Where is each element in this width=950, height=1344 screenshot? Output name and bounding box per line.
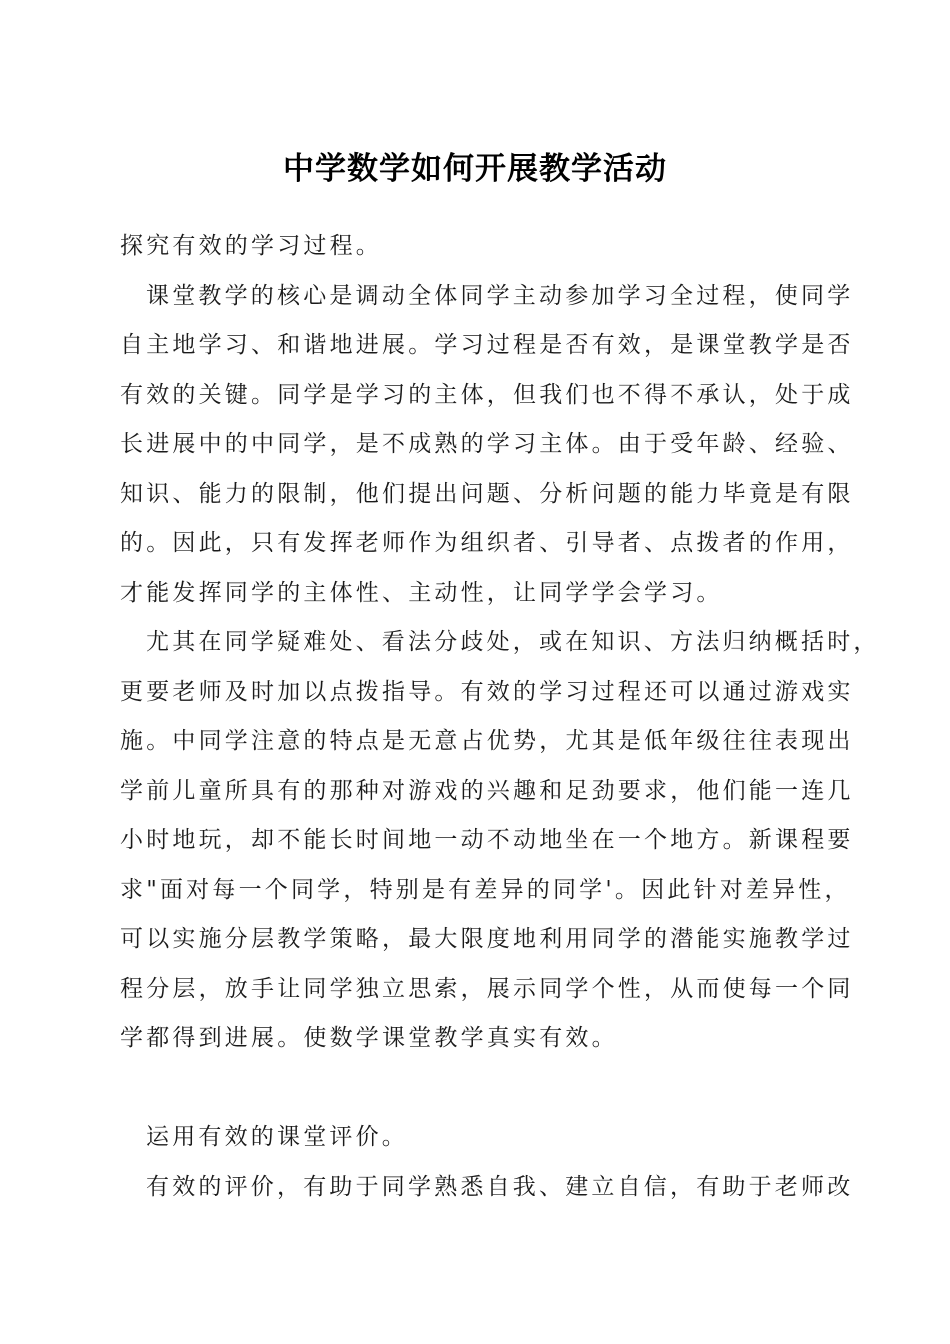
paragraph-line: 施。中同学注意的特点是无意占优势，尤其是低年级往往表现出 — [120, 728, 854, 754]
paragraph-line: 才能发挥同学的主体性、主动性，让同学学会学习。 — [120, 579, 723, 606]
paragraph-line: 程分层，放手让同学独立思索，展示同学个性，从而使每一个同 — [120, 975, 854, 1002]
paragraph-line: 课堂教学的核心是调动全体同学主动参加学习全过程，使同学 — [146, 282, 854, 309]
paragraph-line: 学都得到进展。使数学课堂教学真实有效。 — [120, 1025, 618, 1051]
paragraph-line: 有效的关键。同学是学习的主体，但我们也不得不承认，处于成 — [120, 381, 854, 408]
document-body — [120, 222, 880, 1212]
paragraph-line: 更要老师及时加以点拨指导。有效的学习过程还可以通过游戏实 — [120, 678, 854, 705]
page-title: 中学数学如何开展教学活动 — [283, 151, 667, 187]
paragraph-line: 有效的评价，有助于同学熟悉自我、建立自信，有助于老师改 — [146, 1173, 854, 1200]
paragraph-line: 可以实施分层教学策略，最大限度地利用同学的潜能实施教学过 — [120, 926, 854, 952]
paragraph-line: 的。因此，只有发挥老师作为组织者、引导者、点拨者的作用， — [120, 530, 854, 556]
paragraph-line: 求"面对每一个同学，特别是有差异的同学'。因此针对差异性， — [120, 876, 851, 903]
paragraph-line: 学前儿童所具有的那种对游戏的兴趣和足劲要求，他们能一连几 — [120, 777, 854, 804]
paragraph-line: 长进展中的中同学，是不成熟的学习主体。由于受年龄、经验、 — [120, 431, 854, 457]
paragraph-line: 小时地玩，却不能长时间地一动不动地坐在一个地方。新课程要 — [120, 827, 854, 853]
section-heading: 运用有效的课堂评价。 — [146, 1124, 408, 1150]
section-heading: 探究有效的学习过程。 — [120, 233, 382, 259]
paragraph-gap — [120, 1064, 835, 1114]
paragraph-line: 尤其在同学疑难处、看法分歧处，或在知识、方法归纳概括时， — [146, 629, 880, 655]
paragraph-line: 知识、能力的限制，他们提出问题、分析问题的能力毕竟是有限 — [120, 480, 854, 507]
paragraph-line: 自主地学习、和谐地进展。学习过程是否有效，是课堂教学是否 — [120, 332, 854, 358]
